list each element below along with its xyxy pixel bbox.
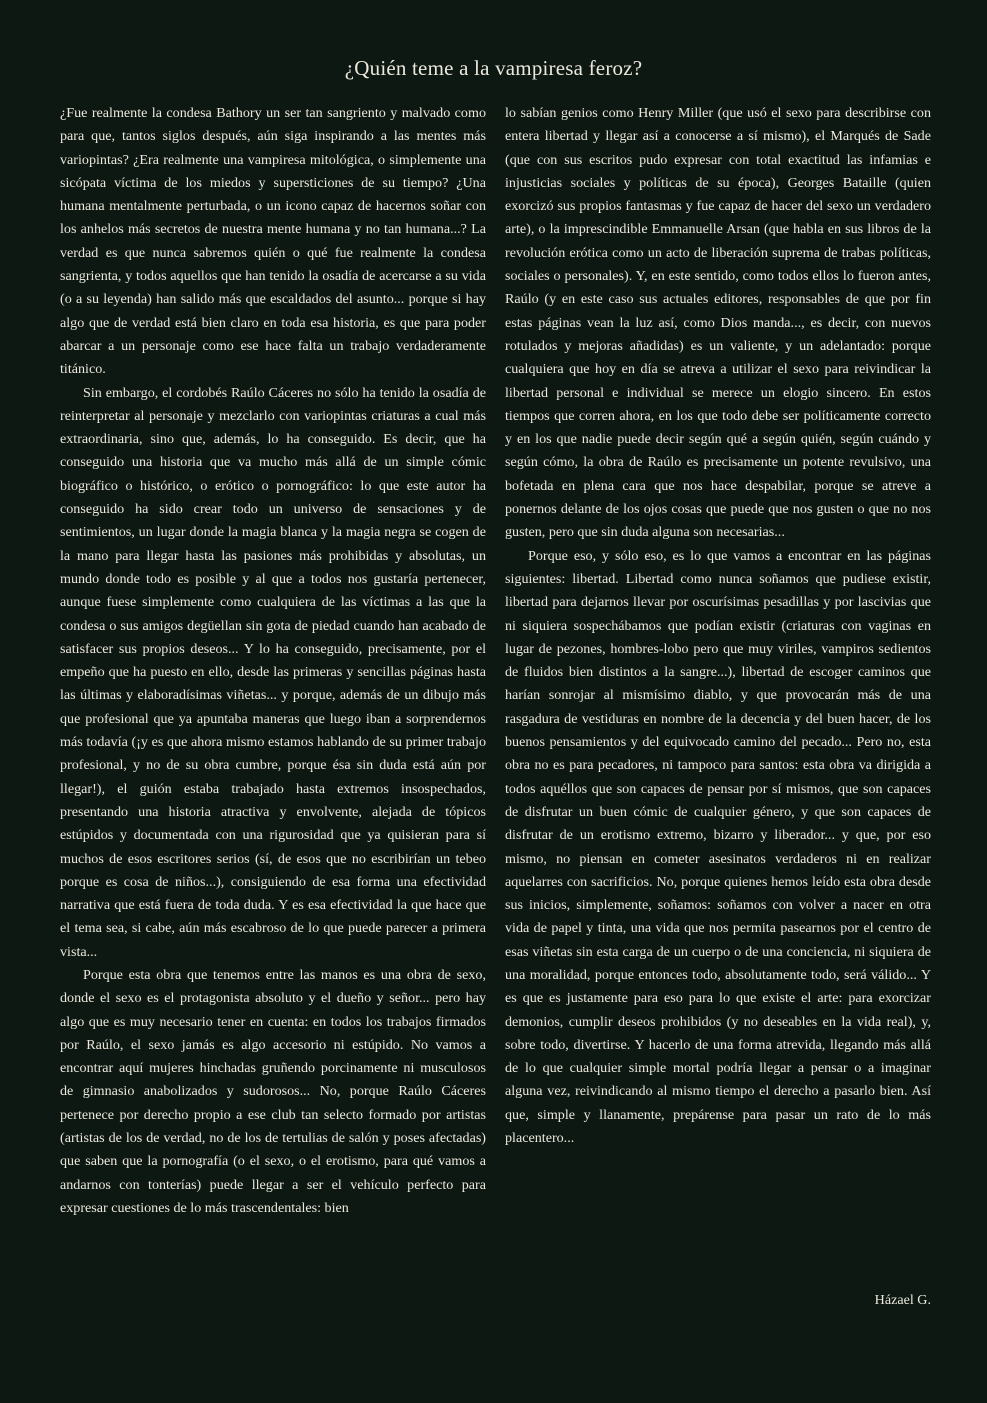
paragraph: Porque eso, y sólo eso, es lo que vamos a encontrar en las páginas siguientes: libertad. Libertad como nunca soñamos que pudiese existir, libertad para dejarnos llevar por oscurísimas pesadillas y por lascivias que ni siquiera sospechábamos que podían existir (criaturas con vaginas en lugar de pezones, hombres-lobo pero que muy viriles, vampiros sedientos de fluidos bien distintos a la sangre...), libertad de escoger caminos que harían sonrojar al mismísimo diablo, y que provocarán más de una rasgadura de vestiduras en nombre de la decencia y del buen hacer, de los buenos pensamientos y del equivocado camino del pecado... Pero no, esta obra no es para pecadores, ni tampoco para santos: esta obra va dirigida a todos aquéllos que son capaces de pensar por sí mismos, que son capaces de disfrutar un buen cómic de cualquier género, y que son capaces de disfrutar de un erotismo extremo, bizarro y liberador... y que, por eso mismo, no piensan en cometer asesinatos verdaderos ni en realizar aquelarres con sacrificios. No, porque quienes hemos leído esta obra desde sus inicios, simplemente, soñamos: soñamos con volver a nacer en otra vida de papel y tinta, una vida que nos permita pasearnos por el centro de esas viñetas sin esta carga de un cuerpo o de una conciencia, ni siquiera de una moralidad, porque entonces todo, absolutamente todo, será válido... Y es que es justamente para eso para lo que existe el arte: para exorcizar demonios, cumplir deseos prohibidos (y no deseables en la vida real), y, sobre todo, divertirse. Y hacerlo de una forma atrevida, llegando más allá de lo que cualquier simple mortal podría llegar a pensar o a imaginar alguna vez, reivindicando al mismo tiempo el derecho a pasarlo bien. Así que, simple y llanamente, prepárense para pasar un rato de lo más placentero... <box>505 547 931 1147</box>
paragraph: lo sabían genios como Henry Miller (que usó el sexo para describirse con entera libertad y llegar así a conocerse a sí mismo), el Marqués de Sade (que con sus escritos pudo expresar con total exactitud las infamias e injusticias sociales y políticas de su época), Georges Bataille (quien exorcizó sus propios fantasmas y fue capaz de hacer del sexo un verdadero arte), o la imprescindible Emmanuelle Arsan (que habla en sus libros de la revolución erótica como un acto de liberación suprema de trabas políticas, sociales o personales). Y, en este sentido, como todos ellos lo fueron antes, Raúlo (y en este caso sus actuales editores, responsables de que por fin estas páginas vean la luz así, como Dios manda..., es decir, con nuevos rotulados y mejoras añadidas) es un valiente, y un adelantado: porque cualquiera que hoy en día se atreva a utilizar el sexo para reivindicar la libertad personal e individual se merece un elogio sincero. En estos tiempos que corren ahora, en los que todo debe ser políticamente correcto y en los que nadie puede decir según qué a según quién, según cuándo y según cómo, la obra de Raúlo es precisamente un potente revulsivo, una bofetada en plena cara que nos hace despabilar, porque se atreve a ponernos delante de los ojos cosas que puede que nos gusten o que no nos gusten, pero que sin duda alguna son necesarias... <box>505 105 931 541</box>
paragraph: ¿Fue realmente la condesa Bathory un ser tan sangriento y malvado como para que, tantos siglos después, aún siga inspirando a las mentes más variopintas? ¿Era realmente una vampiresa mitológica, o simplemente una sicópata víctima de los miedos y supersticiones de su tiempo? ¿Una humana mentalmente perturbada, o un icono capaz de hacernos soñar con los anhelos más secretos de nuestra mente humana y no tan humana...? La verdad es que nunca sabremos quién o qué fue realmente la condesa sangrienta, y todos aquellos que han tenido la osadía de acercarse a su vida (o a su leyenda) han salido más que escaldados del asunto... porque si hay algo que de verdad está bien claro en toda esa historia, es que para poder abarcar a un personaje como ese hace falta un trabajo verdaderamente titánico. <box>60 105 486 378</box>
right-column <box>505 102 931 1150</box>
paragraph: Sin embargo, el cordobés Raúlo Cáceres no sólo ha tenido la osadía de reinterpretar al personaje y mezclarlo con variopintas criaturas a cual más extraordinaria, sino que, además, lo ha conseguido. Es decir, que ha conseguido una historia que va mucho más allá de un simple cómic biográfico o histórico, o erótico o pornográfico: lo que este autor ha conseguido ha sido crear todo un universo de sensaciones y de sentimientos, un lugar donde la magia blanca y la magia negra se cogen de la mano para llegar hasta las pasiones más prohibidas y absolutas, un mundo donde todo es posible y al que a todos nos gustaría pertenecer, aunque fuese simplemente como cualquiera de las víctimas a las que la condesa o sus amigos degüellan sin gota de piedad cuando han acabado de satisfacer sus propios deseos... Y lo ha conseguido, precisamente, por el empeño que ha puesto en ello, desde las primeras y sencillas páginas hasta las últimas y elaboradísimas viñetas... y porque, además de un dibujo más que profesional que ya apuntaba maneras que luego iban a sorprendernos más todavía (¡y es que ahora mismo estamos hablando de su primer trabajo profesional, y no de su obra cumbre, porque ésa sin duda está aún por llegar!), el guión estaba trabajado hasta extremos insospechados, presentando una historia atractiva y envolvente, alejada de tópicos estúpidos y documentada con una rigurosidad que ya quisieran para sí muchos de esos escritores serios (sí, de esos que no escribirían un tebeo porque es cosa de niños...), consiguiendo de esa forma una efectividad narrativa que está fuera de toda duda. Y es esa efectividad la que hace que el tema sea, si cabe, aún más escabroso de lo que puede parecer a primera vista... <box>60 384 486 960</box>
left-column <box>60 102 486 1220</box>
article-title: ¿Quién teme a la vampiresa feroz? <box>344 56 643 80</box>
paragraph: Porque esta obra que tenemos entre las manos es una obra de sexo, donde el sexo es el protagonista absoluto y el dueño y señor... pero hay algo que es muy necesario tener en cuenta: en todos los trabajos firmados por Raúlo, el sexo jamás es algo accesorio ni estúpido. No vamos a encontrar aquí mujeres hinchadas gruñendo porcinamente ni musculosos de gimnasio anabolizados y sudorosos... No, porque Raúlo Cáceres pertenece por derecho propio a ese club tan selecto formado por artistas (artistas de los de verdad, no de los de tertulias de salón y poses afectadas) que saben que la pornografía (o el sexo, o el erotismo, para qué vamos a andarnos con tonterías) puede llegar a ser el vehículo perfecto para expresar cuestiones de lo más trascendentales: bien <box>60 966 486 1216</box>
author-signature: Házael G. <box>874 1292 931 1308</box>
